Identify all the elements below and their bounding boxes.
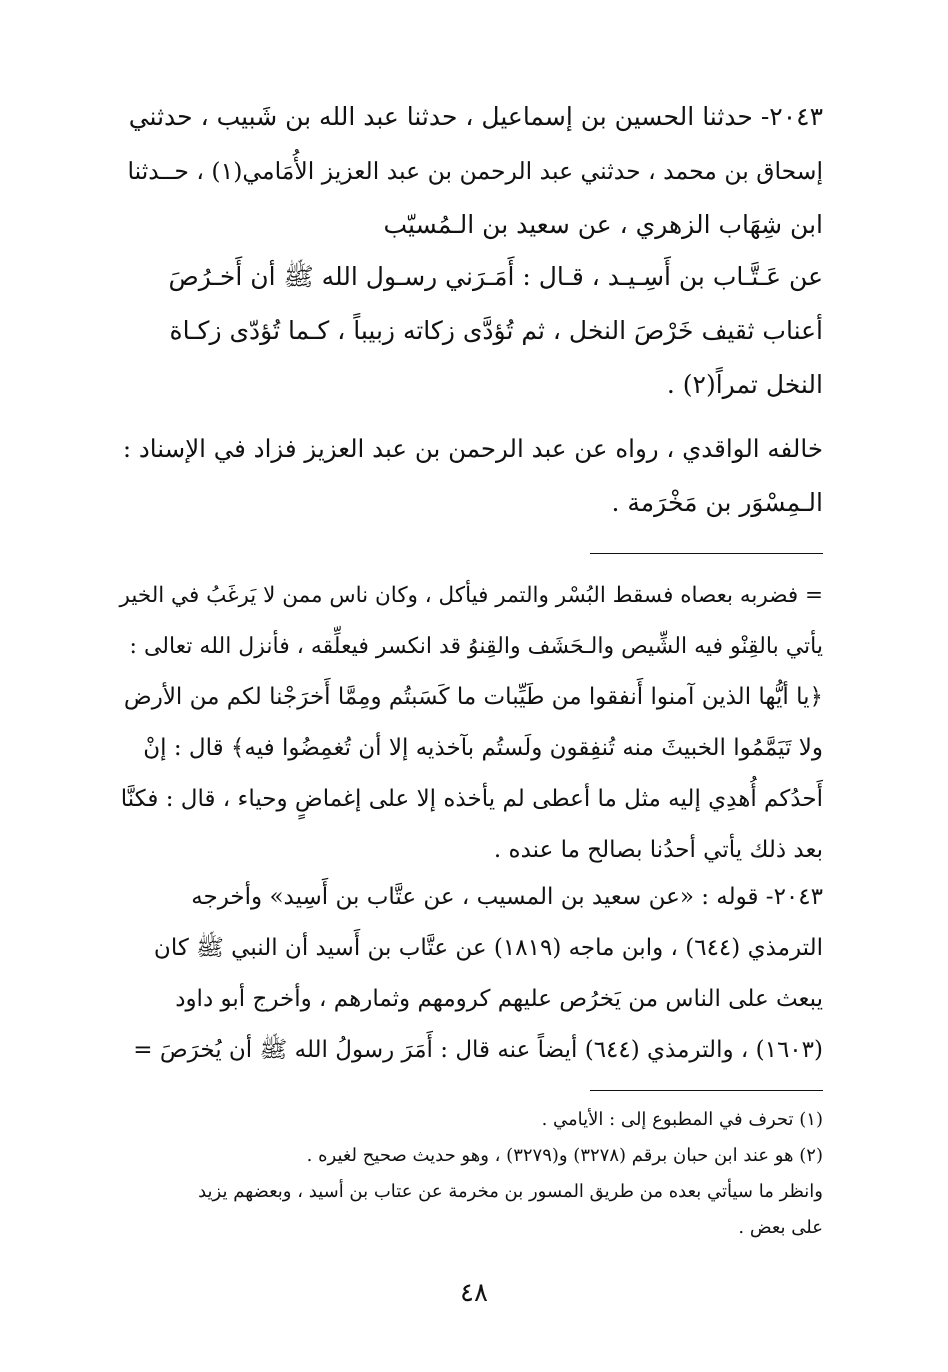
- text-line: الـمِسْوَر بن مَخْرَمة .: [611, 488, 823, 517]
- text-line: إسحاق بن محمد ، حدثني عبد الرحمن بن عبد العزيز الأُمَامي(١) ، حــدثنا: [127, 157, 823, 185]
- page-number: ٤٨: [460, 1278, 488, 1308]
- commentary-paragraph-2: [117, 872, 823, 1076]
- commentary-paragraph-1: [117, 570, 823, 876]
- hadith-isnad: [117, 90, 823, 252]
- text-line: بعد ذلك يأتي أحدُنا بصالح ما عنده .: [493, 837, 823, 863]
- text-line: ولا تَيَمَّمُوا الخبيثَ منه تُنفِقون ولَستُم بآخذيه إلا أن تُغمِضُوا فيه﴾ قال : إنْ: [143, 735, 823, 761]
- text-line: الترمذي (٦٤٤) ، وابن ماجه (١٨١٩) عن عتَّاب بن أَسيد أن النبي ﷺ كان: [153, 935, 823, 961]
- text-line: أَحدُكم أُهدِي إليه مثل ما أعطى لم يأخذه إلا على إغماضٍ وحياء ، قال : فكنَّا: [120, 786, 823, 812]
- commentary-separator: [590, 553, 823, 554]
- text-line: عن عَـتَّـاب بن أَسِـيـد ، قـال : أَمَـرَني رسـول الله ﷺ أن أَخـرُصَ: [168, 262, 823, 291]
- footnote-line: (٢) هو عند ابن حبان برقم (٣٢٧٨) و(٣٢٧٩) ، وهو حديث صحيح لغيره .: [306, 1145, 823, 1166]
- text-line: = فضربه بعصاه فسقط البُسْر والتمر فيأكل ، وكان ناس ممن لا يَرغَبُ في الخير: [119, 583, 823, 608]
- text-line: ٢٠٤٣- قوله : «عن سعيد بن المسيب ، عن عتَّاب بن أَسِيد» وأخرجه: [191, 884, 823, 910]
- text-line: يأتي بالقِنْو فيه الشِّيص والـحَشَف والقِنوُ قد انكسر فيعلِّقه ، فأنزل الله تعالى :: [129, 634, 823, 659]
- text-line: يبعث على الناس من يَخرُص عليهم كرومهم وثمارهم ، وأخرج أبو داود: [175, 986, 823, 1012]
- footnote-line: (١) تحرف في المطبوع إلى : الأيامي .: [541, 1109, 823, 1130]
- text-line: ٢٠٤٣- حدثنا الحسين بن إسماعيل ، حدثنا عبد الله بن شَبيب ، حدثني: [128, 102, 823, 131]
- text-line: النخل تمراً(٢) .: [666, 370, 823, 399]
- text-line: ﴿يا أيُّها الذين آمنوا أَنفقوا من طَيِّبات ما كَسَبتُم ومِمَّا أَخرَجْنا لكم من الأرض: [123, 684, 823, 710]
- hadith-matn: [117, 250, 823, 412]
- footnote-line: وانظر ما سيأتي بعده من طريق المسور بن مخرمة عن عتاب بن أسيد ، وبعضهم يزيد: [198, 1181, 823, 1202]
- text-line: (١٦٠٣) ، والترمذي (٦٤٤) أيضاً عنه قال : أَمَرَ رسولُ الله ﷺ أن يُخرَصَ =: [133, 1037, 823, 1063]
- hadith-note: [117, 422, 823, 530]
- text-line: ابن شِهَاب الزهري ، عن سعيد بن الـمُسيّب: [383, 210, 823, 239]
- footnotes: [117, 1102, 823, 1246]
- footnote-line: على بعض .: [738, 1217, 823, 1238]
- text-line: أعناب ثقيف خَرْصَ النخل ، ثم تُؤدَّى زكاته زبيباً ، كـما تُؤدّى زكـاة: [169, 316, 823, 345]
- text-line: خالفه الواقدي ، رواه عن عبد الرحمن بن عبد العزيز فزاد في الإسناد :: [122, 434, 823, 463]
- footnote-separator: [590, 1090, 823, 1091]
